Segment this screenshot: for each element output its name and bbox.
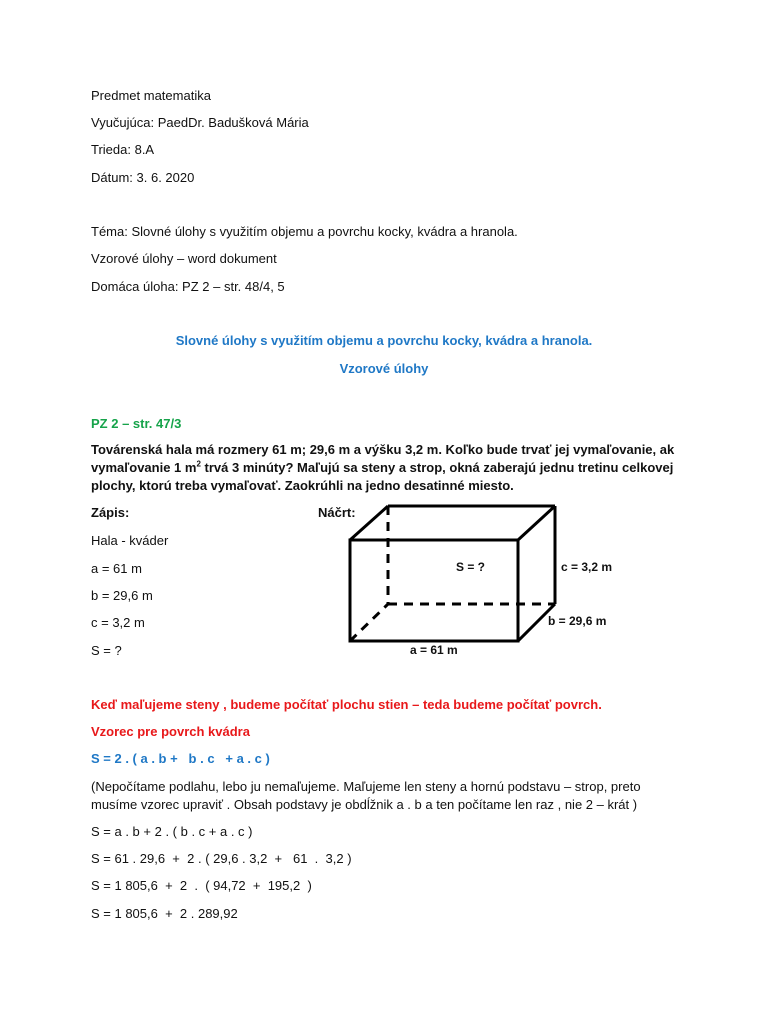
- edge-a-label: a = 61 m: [410, 643, 458, 657]
- explanation-red-line: Keď maľujeme steny , budeme počítať plochu stien – teda budeme počítať povrch.: [91, 697, 602, 712]
- formula: S = 2 . ( a . b + b . c + a . c ): [91, 751, 270, 766]
- notes-item: a = 61 m: [91, 561, 142, 576]
- sketch-label: Náčrt:: [318, 505, 356, 520]
- cuboid-edge: [350, 506, 388, 540]
- calc-line: S = 1 805,6 + 2 . 289,92: [91, 906, 238, 921]
- formula-title: Vzorec pre povrch kvádra: [91, 724, 250, 739]
- calc-line: S = 61 . 29,6 + 2 . ( 29,6 . 3,2 + 61 . 3,2 ): [91, 851, 352, 866]
- subject-line: Predmet matematika: [91, 88, 211, 103]
- notes-item: Hala - kváder: [91, 533, 169, 548]
- task-text: Továrenská hala má rozmery 61 m; 29,6 m a výšku 3,2 m. Koľko bude trvať jej vymaľovanie, ak vymaľovanie 1 $m^2$ trvá 3 minúty? Maľujú sa steny a strop, okná zaberajú jednu tretinu celkovej plochy, ktorú treba vymaľovať. Zaokrúhli na jedno desatinné miesto.: [91, 442, 675, 493]
- homework-line: Domáca úloha: PZ 2 – str. 48/4, 5: [91, 279, 285, 294]
- cuboid-sketch: [340, 500, 640, 670]
- cuboid-edge: [518, 506, 555, 540]
- section-title: Slovné úlohy s využitím objemu a povrchu kocky, kvádra a hranola.: [175, 333, 593, 348]
- notes-item: S = ?: [91, 643, 122, 658]
- task-reference: PZ 2 – str. 47/3: [91, 416, 182, 431]
- class-line: Trieda: 8.A: [91, 142, 155, 157]
- date-line: Dátum: 3. 6. 2020: [91, 170, 195, 185]
- topic-line: Téma: Slovné úlohy s využitím objemu a povrchu kocky, kvádra a hranola.: [91, 224, 518, 239]
- notes-item: c = 3,2 m: [91, 615, 145, 630]
- examples-line: Vzorové úlohy – word dokument: [91, 251, 277, 266]
- calc-line: S = a . b + 2 . ( b . c + a . c ): [91, 824, 253, 839]
- calc-line: S = 1 805,6 + 2 . ( 94,72 + 195,2 ): [91, 878, 312, 893]
- edge-c-label: c = 3,2 m: [561, 560, 613, 574]
- notes-item: b = 29,6 m: [91, 588, 153, 603]
- cuboid-front-face: [350, 540, 518, 641]
- section-subtitle: Vzorové úlohy: [339, 361, 429, 376]
- teacher-line: Vyučujúca: PaedDr. Badušková Mária: [91, 115, 309, 130]
- surface-label: S = ?: [456, 560, 486, 574]
- explanation-note: (Nepočítame podlahu, lebo ju nemaľujeme. Maľujeme len steny a hornú podstavu – strop, preto musíme vzorec upraviť . Obsah podstavy je obdĺžnik a . b a ten počítame len raz , nie 2 – krát ): [91, 779, 641, 812]
- edge-b-label: b = 29,6 m: [548, 614, 607, 628]
- cuboid-diagram: [340, 500, 640, 670]
- cuboid-hidden-edge: [350, 604, 388, 641]
- notes-label: Zápis:: [91, 505, 130, 520]
